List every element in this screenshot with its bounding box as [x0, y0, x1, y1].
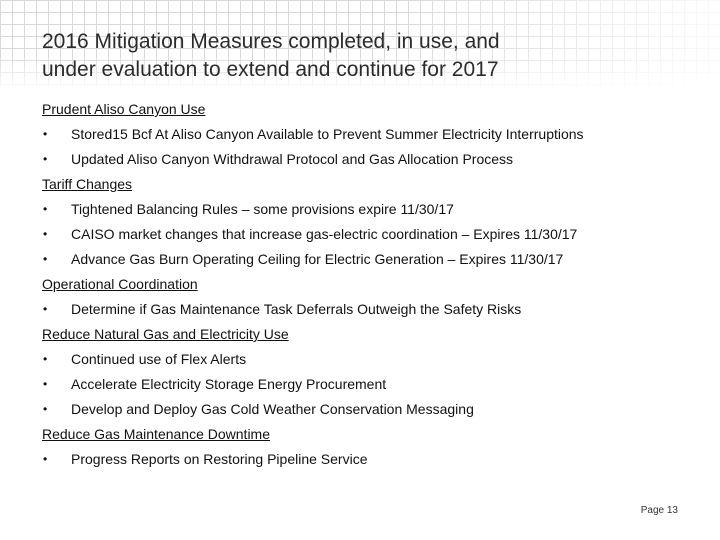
bullet-item: [42, 397, 702, 422]
bullet-marker: •: [43, 227, 48, 241]
section-tariff-changes: [42, 172, 702, 272]
bullet-text: Develop and Deploy Gas Cold Weather Conservation Messaging: [71, 401, 474, 417]
bullet-item: [42, 197, 702, 222]
bullet-item: [42, 447, 702, 472]
bullet-marker: •: [43, 252, 48, 266]
bullet-marker: •: [43, 152, 48, 166]
bullet-text: Stored15 Bcf At Aliso Canyon Available to Prevent Summer Electricity Interruptions: [71, 126, 584, 142]
bullet-item: [42, 372, 702, 397]
bullet-text: Updated Aliso Canyon Withdrawal Protocol and Gas Allocation Process: [71, 151, 514, 167]
bullet-marker: •: [43, 202, 48, 216]
bullet-item: [42, 122, 702, 147]
bullet-item: [42, 297, 702, 322]
section-reduce-gas-maintenance-downtime: [42, 422, 702, 472]
bullet-text: Tightened Balancing Rules – some provisions expire 11/30/17: [71, 201, 454, 217]
bullet-marker: •: [43, 127, 48, 141]
bullet-text: Accelerate Electricity Storage Energy Procurement: [71, 376, 387, 392]
section-reduce-natural-gas-and-electricity-use: [42, 322, 702, 422]
bullet-text: Advance Gas Burn Operating Ceiling for Electric Generation – Expires 11/30/17: [71, 251, 564, 267]
section-heading: Reduce Natural Gas and Electricity Use: [42, 326, 289, 342]
bullet-text: Progress Reports on Restoring Pipeline Service: [71, 451, 368, 467]
slide-content: [42, 97, 702, 472]
bullet-item: [42, 247, 702, 272]
bullet-item: [42, 347, 702, 372]
section-heading: Prudent Aliso Canyon Use: [42, 101, 206, 117]
bullet-marker: •: [43, 352, 48, 366]
slide-title-line-1: 2016 Mitigation Measures completed, in use, and: [42, 30, 500, 53]
bullet-marker: •: [43, 402, 48, 416]
slide-title-line-2: under evaluation to extend and continue for 2017: [42, 58, 499, 81]
bullet-text: Determine if Gas Maintenance Task Deferrals Outweigh the Safety Risks: [71, 301, 522, 317]
section-prudent-aliso-canyon-use: [42, 97, 702, 172]
page-number: Page 13: [640, 505, 678, 516]
section-heading: Reduce Gas Maintenance Downtime: [42, 426, 271, 442]
bullet-marker: •: [43, 302, 48, 316]
section-heading: Tariff Changes: [42, 176, 133, 192]
section-heading: Operational Coordination: [42, 276, 198, 292]
bullet-item: [42, 147, 702, 172]
bullet-marker: •: [43, 452, 48, 466]
section-operational-coordination: [42, 272, 702, 322]
bullet-text: Continued use of Flex Alerts: [71, 351, 247, 367]
slide-title: [42, 28, 682, 84]
bullet-item: [42, 222, 702, 247]
bullet-marker: •: [43, 377, 48, 391]
bullet-text: CAISO market changes that increase gas-electric coordination – Expires 11/30/17: [71, 226, 578, 242]
